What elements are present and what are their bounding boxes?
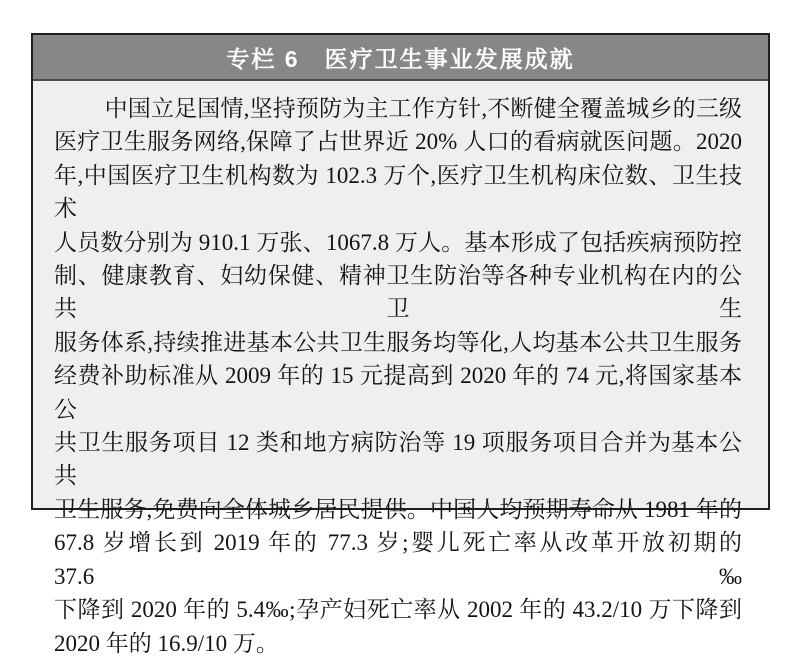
body-line: 67.8 岁增长到 2019 年的 77.3 岁;婴儿死亡率从改革开放初期的 37.6‰ xyxy=(54,530,742,589)
column-body-text xyxy=(33,81,768,660)
column-box xyxy=(31,33,770,656)
body-line: 2020 年的 16.9/10 万。 xyxy=(54,630,279,656)
body-line: 人员数分别为 910.1 万张、1067.8 万人。基本形成了包括疾病预防控 xyxy=(54,229,742,255)
column-title: 专栏 6 医疗卫生事业发展成就 xyxy=(226,45,575,72)
body-line: 年,中国医疗卫生机构数为 102.3 万个,医疗卫生机构床位数、卫生技术 xyxy=(54,162,742,222)
body-line: 共卫生服务项目 12 类和地方病防治等 19 项服务项目合并为基本公共 xyxy=(54,430,742,489)
body-line: 服务体系,持续推进基本公共卫生服务均等化,人均基本公共卫生服务 xyxy=(54,329,742,355)
body-line: 下降到 2020 年的 5.4‰;孕产妇死亡率从 2002 年的 43.2/10 万下降到 xyxy=(54,597,742,623)
body-line: 中国立足国情,坚持预防为主工作方针,不断健全覆盖城乡的三级 xyxy=(104,96,742,121)
body-line: 卫生服务,免费向全体城乡居民提供。中国人均预期寿命从 1981 年的 xyxy=(54,496,742,522)
body-line: 制、健康教育、妇幼保健、精神卫生防治等各种专业机构在内的公共卫生 xyxy=(54,263,742,322)
body-line: 医疗卫生服务网络,保障了占世界近 20% 人口的看病就医问题。2020 xyxy=(54,129,742,155)
body-line: 经费补助标准从 2009 年的 15 元提高到 2020 年的 74 元,将国家基本公 xyxy=(54,363,742,422)
column-header-bar xyxy=(33,35,768,81)
